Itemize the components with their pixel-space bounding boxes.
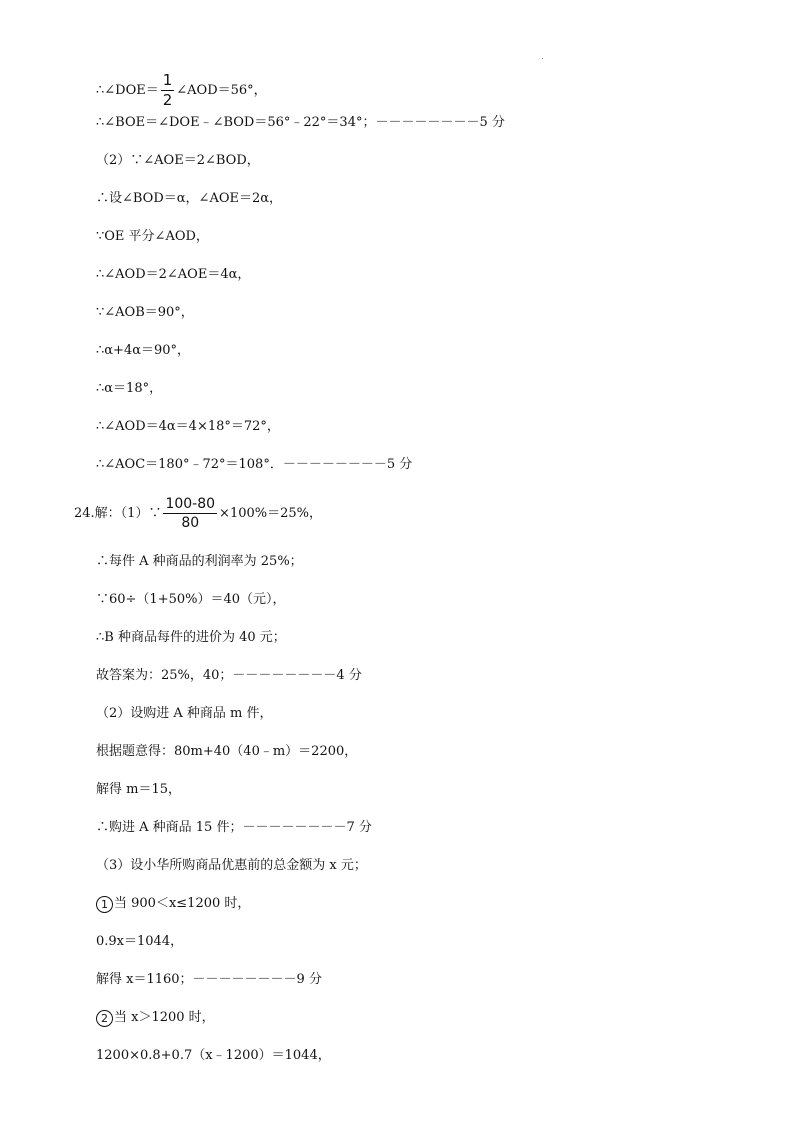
solution-line: ∴设∠BOD＝α，∠AOE＝2α， bbox=[96, 191, 283, 206]
solution-line: 解得 m＝15， bbox=[96, 782, 182, 797]
solution-line: 0.9x＝1044， bbox=[96, 934, 184, 949]
line-text: 当 900＜x≤1200 时， bbox=[114, 896, 251, 911]
fraction bbox=[161, 73, 175, 108]
solution-line bbox=[96, 73, 267, 108]
solution-line: ∵60÷（1+50%）＝40（元）， bbox=[96, 592, 286, 607]
solution-line bbox=[96, 1009, 215, 1027]
fraction-denominator: 80 bbox=[163, 513, 217, 530]
fraction-denominator: 2 bbox=[162, 91, 173, 109]
circled-number: 2 bbox=[96, 1010, 113, 1027]
solution-line: （3）设小华所购商品优惠前的总金额为 x 元； bbox=[96, 858, 367, 873]
solution-line: ∴B 种商品每件的进价为 40 元； bbox=[96, 630, 286, 645]
solution-line: 解得 x＝1160；－－－－－－－－9 分 bbox=[96, 972, 322, 987]
line-text: 24.解：（1）∵ bbox=[74, 506, 162, 521]
problem-24-heading bbox=[74, 497, 322, 530]
solution-line: ∴α＝18°， bbox=[96, 381, 163, 396]
solution-line: ∴∠AOC＝180°﹣72°＝108°．－－－－－－－－5 分 bbox=[96, 457, 413, 472]
solution-line: ∴∠BOE＝∠DOE﹣∠BOD＝56°﹣22°＝34°；－－－－－－－－5 分 bbox=[96, 115, 505, 130]
fraction-numerator: 1 bbox=[162, 71, 173, 89]
solution-line: 故答案为：25%，40；－－－－－－－－4 分 bbox=[96, 668, 362, 683]
solution-line: （2）设购进 A 种商品 m 件， bbox=[96, 706, 273, 721]
solution-line: ∴∠AOD＝4α＝4×18°＝72°， bbox=[96, 419, 280, 434]
line-text: ∠AOD＝56°， bbox=[176, 83, 267, 98]
solution-line: 根据题意得：80m+40（40﹣m）＝2200， bbox=[96, 744, 358, 759]
solution-line: ∵∠AOB＝90°， bbox=[96, 305, 194, 320]
solution-line: ∴∠AOD＝2∠AOE＝4α， bbox=[96, 267, 251, 282]
stray-mark bbox=[542, 58, 543, 59]
solution-line: ∴每件 A 种商品的利润率为 25%； bbox=[96, 554, 303, 569]
circled-number: 1 bbox=[96, 896, 113, 913]
line-text: ×100%＝25%， bbox=[219, 506, 322, 521]
solution-line: 1200×0.8+0.7（x﹣1200）＝1044， bbox=[96, 1048, 331, 1063]
solution-line: ∵OE 平分∠AOD， bbox=[96, 229, 209, 244]
fraction-numerator: 100-80 bbox=[165, 496, 216, 512]
solution-line: ∴α+4α＝90°， bbox=[96, 343, 191, 358]
line-text: ∴∠DOE＝ bbox=[96, 83, 159, 98]
solution-line: （2）∵∠AOE＝2∠BOD， bbox=[96, 153, 260, 168]
fraction bbox=[163, 497, 217, 530]
solution-line bbox=[96, 895, 250, 913]
solution-line: ∴购进 A 种商品 15 件；－－－－－－－－7 分 bbox=[96, 820, 372, 835]
line-text: 当 x＞1200 时， bbox=[114, 1010, 215, 1025]
